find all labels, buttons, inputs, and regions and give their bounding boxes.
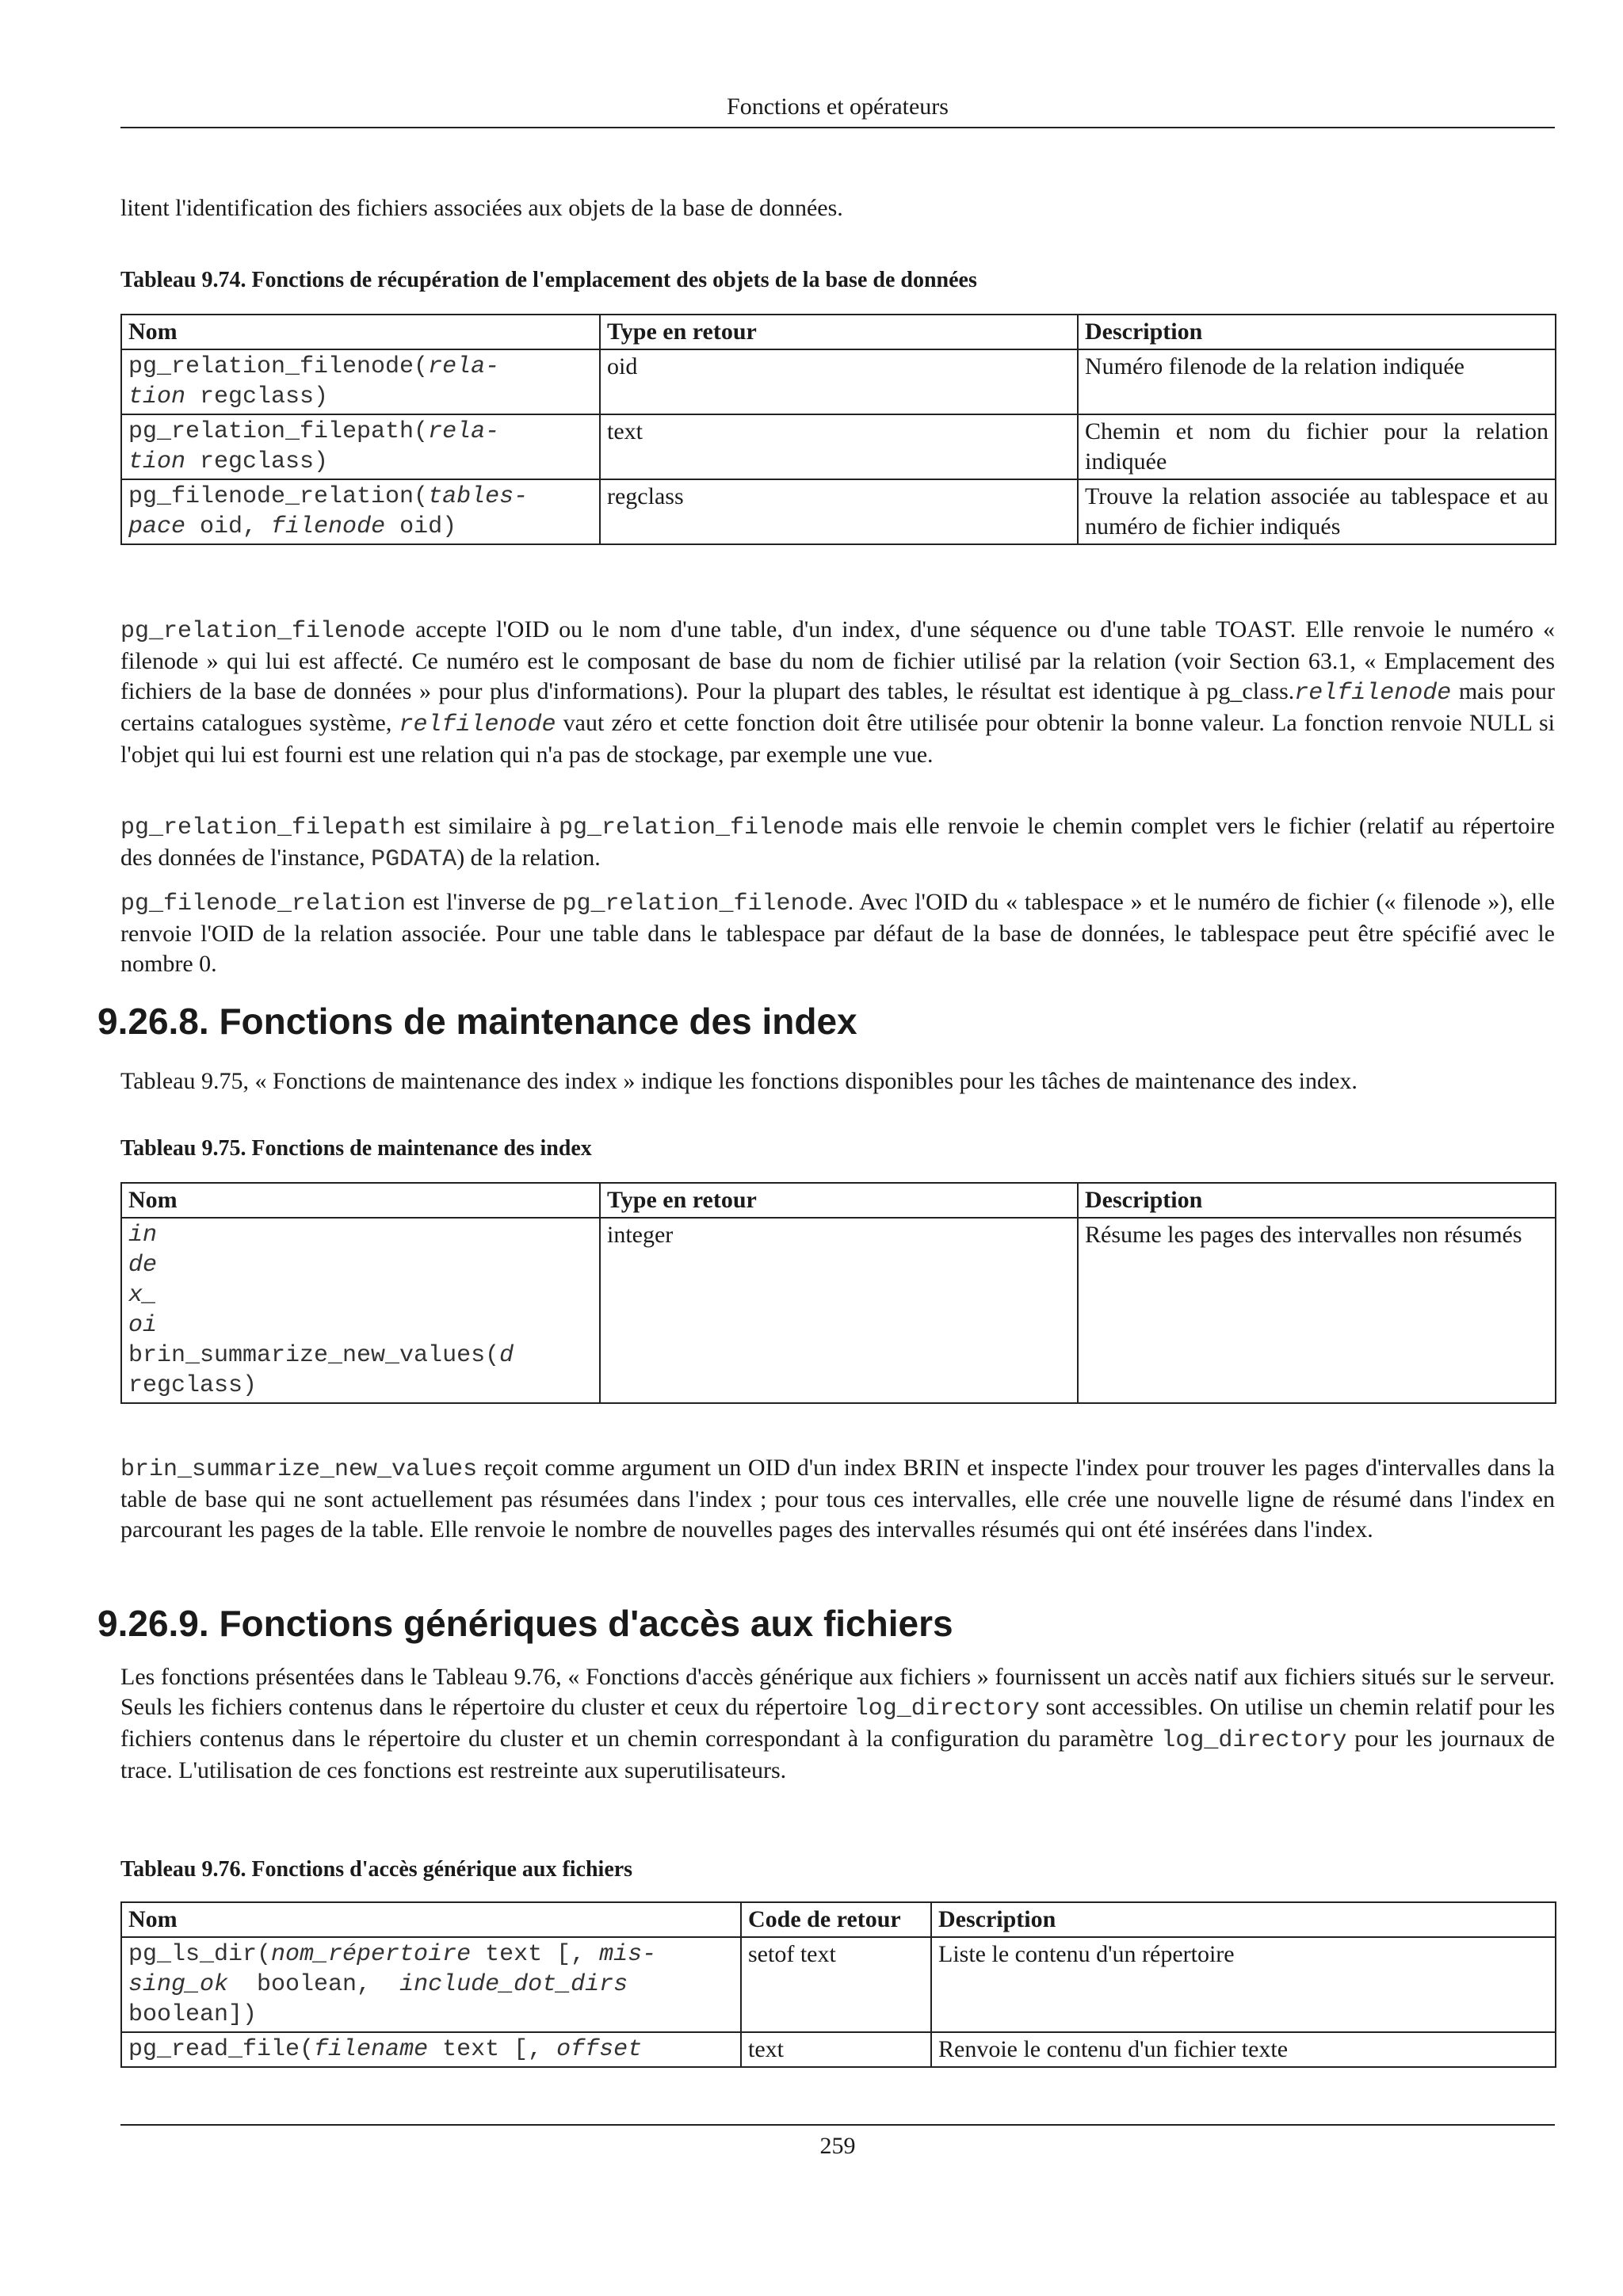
argument-name: filename [314,2036,429,2063]
return-type-cell: integer [600,1218,1078,1403]
return-type-cell: text [600,414,1078,479]
code-literal: pg_relation_filenode [559,814,845,841]
argument-type: boolean, [228,1971,400,1998]
table74-header-type: Type en retour [600,315,1078,349]
code-literal: pg_relation_filenode [562,891,848,917]
footer-rule [120,2124,1555,2126]
paragraph-text: ) de la relation. [456,845,601,871]
intro-line-block [120,193,1555,223]
argument-type: text [, [471,1941,600,1968]
table76-header-nom: Nom [121,1902,741,1937]
code-literal: relfilenode [399,711,556,738]
argument-type: text [, [428,2036,557,2063]
code-literal: relfilenode [1294,680,1452,707]
paragraph-filenode [120,615,1555,770]
function-name: pg_read_file( [128,2036,315,2063]
function-name-cell [121,349,600,414]
table76-header-description: Description [931,1902,1556,1937]
argument-type: regclass) [185,448,329,475]
table76-caption: Tableau 9.76. Fonctions d'accès générique aux fichiers [120,1857,633,1882]
table-row [121,1937,1556,2032]
code-literal: brin_summarize_new_values [120,1456,478,1483]
argument-type: boolean]) [128,2001,258,2028]
argument-fragment: oi [128,1312,158,1339]
code-literal: pg_filenode_relation [120,891,407,917]
table-row [121,1218,1556,1403]
function-name-cell [121,479,600,544]
table-row [121,479,1556,544]
table75-header-row [121,1183,1556,1218]
argument-name: include_dot_dirs [399,1971,628,1998]
paragraph-text: sont accessibles. On utilise un chemin relatif pour les fichiers contenus dans le répertoire du cluster et un chemin correspondant à la configuration du paramètre [120,1694,1555,1752]
table74-header-row [121,315,1556,349]
function-name: pg_relation_filepath( [128,418,429,445]
table75-header-type: Type en retour [600,1183,1078,1218]
description-cell: Numéro filenode de la relation indiquée [1078,349,1556,414]
paragraph-text: vaut zéro et cette fonction doit être utilisée pour obtenir la bonne valeur. La fonction renvoie NULL si l'objet qui lui est fourni est une relation qui n'a pas de stockage, par exemple une vue. [120,710,1556,768]
table74-header-description: Description [1078,315,1556,349]
paragraph-text: mais elle renvoie le chemin complet vers le fichier (relatif au répertoire des données de l'instance, [120,813,1555,871]
argument-name: nom_répertoire [271,1941,472,1968]
table75 [120,1182,1555,1404]
return-type-cell: regclass [600,479,1078,544]
code-literal: pg_relation_filenode [120,618,407,645]
table75-header-description: Description [1078,1183,1556,1218]
table75-header-nom: Nom [121,1183,600,1218]
paragraph-text: Les fonctions présentées dans le Tableau 9.76, « Fonctions d'accès générique aux fichiers » fournissent un accès natif aux fichiers situés sur le serveur. Seuls les fichiers contenus dans le répertoire du cluster et ceux du répertoire [120,1664,1555,1720]
argument-name: tion [128,383,186,410]
table74-caption: Tableau 9.74. Fonctions de récupération de l'emplacement des objets de la base de données [120,268,977,292]
table74 [120,314,1555,545]
description-cell: Trouve la relation associée au tablespace et au numéro de fichier indiqués [1078,479,1556,544]
section2-intro-block [120,1662,1555,1786]
description-cell: Chemin et nom du fichier pour la relation indiquée [1078,414,1556,479]
table74-header-nom: Nom [121,315,600,349]
function-name: pg_filenode_relation( [128,483,429,510]
paragraph-filepath [120,811,1555,875]
table-row [121,2032,1556,2067]
argument-name: mis- [599,1941,657,1968]
paragraph-filenode-relation [120,887,1555,979]
argument-type: oid, [185,513,272,540]
table76-header-code: Code de retour [741,1902,931,1937]
return-type-cell: text [741,2032,931,2067]
function-name: brin_summarize_new_values( [128,1342,500,1369]
description-cell: Renvoie le contenu d'un fichier texte [931,2032,1556,2067]
argument-fragment: x_ [128,1282,158,1309]
code-literal: log_directory [854,1695,1040,1722]
return-type-cell: setof text [741,1937,931,2032]
function-name-cell [121,1218,600,1403]
argument-name: sing_ok [128,1971,229,1998]
argument-type: oid) [385,513,457,540]
function-name: pg_relation_filenode( [128,353,429,380]
section1-intro: Tableau 9.75, « Fonctions de maintenance des index » indique les fonctions disponibles pour les tâches de maintenance des index. [120,1068,1358,1094]
table76-header-row [121,1902,1556,1937]
return-type-cell: oid [600,349,1078,414]
table-row [121,414,1556,479]
argument-name: pace [128,513,186,540]
argument-fragment: in [128,1222,158,1249]
argument-name: rela- [428,418,500,445]
paragraph-text: reçoit comme argument un OID d'un index BRIN et inspecte l'index pour trouver les pages d'intervalles dans la table de base qui ne sont actuellement pas résumées dans l'index ; pour tous ces intervalles, elle crée une nouvelle ligne de résumé dans l'index en parcourant les pages de la table. Elle renvoie le nombre de nouvelles pages des intervalles résumés qui ont été insérées dans l'index. [120,1455,1555,1543]
table75-caption: Tableau 9.75. Fonctions de maintenance des index [120,1136,592,1161]
argument-fragment: d [499,1342,514,1369]
paragraph-text: pour les journaux de trace. L'utilisation de ces fonctions est restreinte aux superutilisateurs. [120,1726,1555,1783]
section-heading: 9.26.9. Fonctions génériques d'accès aux fichiers [97,1603,953,1644]
paragraph-text: est similaire à [406,813,559,839]
argument-name: filenode [271,513,386,540]
intro-line: litent l'identification des fichiers associées aux objets de la base de données. [120,195,843,221]
description-cell: Liste le contenu d'un répertoire [931,1937,1556,2032]
table76 [120,1901,1555,2068]
table-row [121,349,1556,414]
argument-name: tion [128,448,186,475]
section-heading: 9.26.8. Fonctions de maintenance des index [97,1001,857,1042]
function-name: pg_ls_dir( [128,1941,272,1968]
paragraph-text: mais pour certains catalogues système, [120,678,1555,736]
function-name-cell [121,2032,741,2067]
function-name-cell [121,414,600,479]
running-header: Fonctions et opérateurs [727,93,949,120]
paragraph-brin [120,1453,1555,1545]
argument-name: rela- [428,353,500,380]
section1-intro-block [120,1066,1555,1097]
function-name-cell [121,1937,741,2032]
argument-type: regclass) [185,383,329,410]
page-number: 259 [819,2133,856,2159]
argument-name: offset [556,2036,643,2063]
paragraph-text: est l'inverse de [406,889,563,915]
code-literal: PGDATA [371,846,457,873]
code-literal: log_directory [1161,1727,1347,1754]
argument-type: regclass) [128,1372,258,1399]
description-cell: Résume les pages des intervalles non résumés [1078,1218,1556,1403]
paragraph-text: accepte l'OID ou le nom d'une table, d'un index, d'une séquence ou d'une table TOAST. Elle renvoie le numéro « filenode » qui lui est affecté. Ce numéro est le composant de base du nom de fichier utilisé par la relation (voir Section 63.1, « Emplacement des fichiers de la base de données » pour plus d'informations). Pour la plupart des tables, le résultat est identique à pg_class. [120,616,1555,704]
paragraph-text: . Avec l'OID du « tablespace » et le numéro de fichier (« filenode »), elle renvoie l'OID de la relation associée. Pour une table dans le tablespace par défaut de la base de données, le tablespace peut être spécifié avec le nombre 0. [120,889,1555,977]
header-rule [120,127,1555,128]
argument-fragment: de [128,1252,158,1279]
argument-name: tables- [428,483,529,510]
code-literal: pg_relation_filepath [120,814,407,841]
